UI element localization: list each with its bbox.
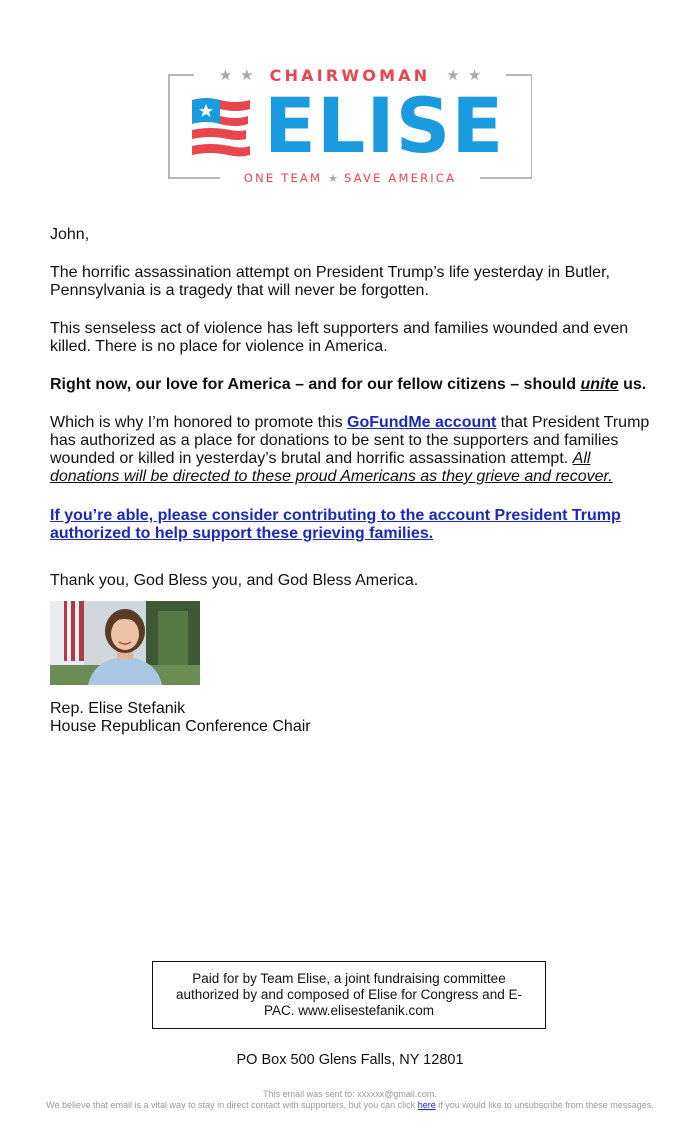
contribute-cta-link[interactable]: If you’re able, please consider contributing to the account President Trump authorized to help support these grieving families. (50, 507, 621, 542)
donations-emphasis: All donations will be directed to these proud Americans as they grieve and recover. (50, 450, 613, 485)
gofundme-text-middle: that President Trump has authorized as a place for donations to be sent to the supporters and families wounded or killed in yesterday’s brutal and horrific assassination attempt. (50, 414, 650, 467)
logo-tagline-row (168, 168, 532, 188)
paragraph-violence: This senseless act of violence has left supporters and families wounded and even killed. There is no place for violence in America. (50, 320, 629, 355)
signature-name: Rep. Elise Stefanik (50, 700, 186, 717)
signature-title: House Republican Conference Chair (50, 718, 311, 735)
unsubscribe-text-after: if you would like to unsubscribe from these messages. (435, 1100, 654, 1110)
paragraph-gofundme (50, 414, 660, 486)
signature-photo (50, 601, 200, 685)
logo-tagline-right: SAVE AMERICA (343, 171, 457, 185)
paragraph-unite (50, 376, 660, 394)
campaign-logo (168, 62, 532, 185)
star-icon: ★ (467, 66, 482, 84)
mailing-address: PO Box 500 Glens Falls, NY 12801 (236, 1052, 464, 1068)
closing-line: Thank you, God Bless you, and God Bless America. (50, 572, 419, 589)
unite-emphasis: unite (580, 376, 619, 393)
greeting: John, (50, 226, 90, 243)
star-icon: ★ (218, 66, 233, 84)
unsubscribe-text-before: We believe that email is a vital way to stay in direct contact with supporters, but you can click (46, 1100, 418, 1110)
unsubscribe-fine-print (40, 1089, 660, 1111)
paragraph-cta (50, 507, 660, 543)
paid-for-text: Paid for by Team Elise, a joint fundraising committee authorized by and composed of Elise for Congress and E-PAC. www.elisestefanik.com (176, 971, 522, 1018)
portrait-image (50, 601, 200, 685)
logo-chairwoman-text: CHAIRWOMAN (269, 65, 431, 85)
logo-frame (531, 74, 533, 177)
unsubscribe-link[interactable]: here (417, 1100, 436, 1110)
star-icon: ★ (240, 66, 254, 84)
star-icon: ★ (328, 172, 338, 185)
gofundme-text-before: Which is why I’m honored to promote this (50, 414, 348, 431)
unite-text-after: us. (618, 376, 647, 393)
unsubscribe-text (40, 1100, 660, 1111)
logo-tagline-left: ONE TEAM (243, 171, 323, 185)
star-icon: ★ (446, 66, 460, 84)
unite-text-before: Right now, our love for America – and for our fellow citizens – should (50, 376, 581, 393)
flag-e-icon (190, 94, 252, 158)
paragraph-assassination-attempt: The horrific assassination attempt on President Trump’s life yesterday in Butler, Pennsylvania is a tragedy that will never be forgotten. (50, 264, 610, 299)
logo-elise-wordmark: ELISE (264, 81, 505, 170)
sent-to-text: This email was sent to: xxxxxx@gmail.com. (263, 1089, 437, 1099)
paid-for-disclaimer-box (152, 961, 546, 1029)
logo-frame (168, 74, 170, 177)
gofundme-account-link[interactable]: GoFundMe account (347, 414, 497, 431)
